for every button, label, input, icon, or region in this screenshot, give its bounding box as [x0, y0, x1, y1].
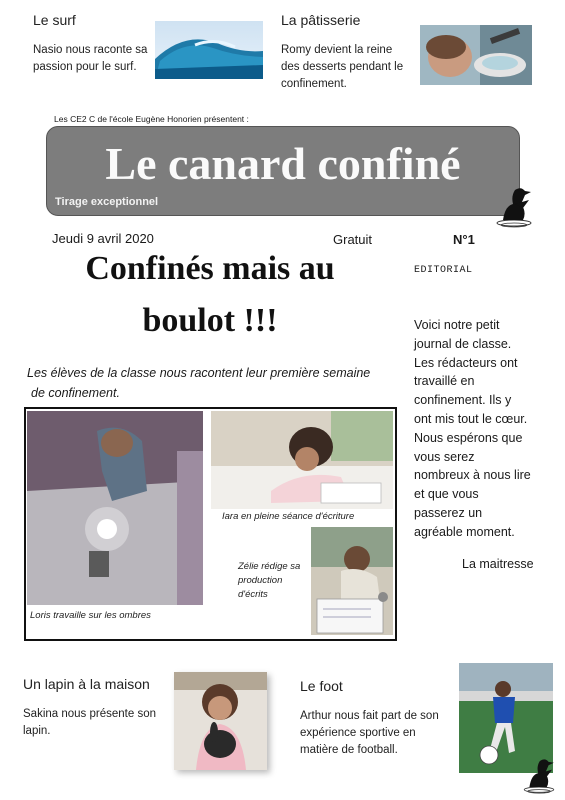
foot-text: Arthur nous fait part de son expérience sportive en matière de football. [300, 710, 439, 756]
lapin-photo [174, 672, 267, 770]
patisserie-text: Romy devient la reine des desserts pendant le confinement. [281, 44, 404, 90]
iara-caption: Iara en pleine séance d'écriture [222, 511, 355, 522]
issue-price: Gratuit [333, 232, 373, 247]
headline-line1: Confinés mais au [85, 250, 335, 287]
issue-date: Jeudi 9 avril 2020 [52, 231, 154, 246]
lead-line2: de confinement. [31, 386, 120, 400]
zelie-caption: Zélie rédige sa production d'écrits [238, 561, 301, 600]
headline-line2: boulot !!! [142, 302, 278, 339]
loris-photo [27, 411, 203, 605]
issue-number: N°1 [453, 232, 475, 247]
surf-text: Nasio nous raconte sa passion pour le surf. [33, 44, 148, 73]
lapin-title: Un lapin à la maison [23, 676, 150, 692]
masthead-banner [46, 126, 520, 216]
duck-logo-icon [493, 182, 535, 228]
patisserie-title: La pâtisserie [281, 12, 361, 28]
lead-line1: Les élèves de la classe nous racontent leur première semaine [27, 366, 371, 380]
surf-photo [155, 21, 263, 79]
lapin-text: Sakina nous présente son lapin. [23, 708, 156, 737]
foot-title: Le foot [300, 678, 343, 694]
duck-logo-icon [520, 754, 558, 794]
editorial-text: Voici notre petit journal de classe. Les rédacteurs ont travaillé en confinement. Ils y ont mis tout le cœur. Nous espérons que vous serez nombreux à nous lire et que vous passerez un agréable moment. [414, 318, 531, 539]
editorial-label: EDITORIAL [414, 265, 473, 276]
editorial-signature: La maitresse [462, 557, 534, 571]
iara-photo [211, 411, 393, 509]
zelie-photo [311, 527, 393, 635]
newspaper-title: Le canard confiné [105, 138, 461, 189]
loris-caption: Loris travaille sur les ombres [30, 610, 151, 621]
patisserie-photo [420, 25, 532, 85]
intro-text: Les CE2 C de l'école Eugène Honorien présentent : [54, 114, 249, 124]
surf-title: Le surf [33, 12, 76, 28]
masthead-subtitle: Tirage exceptionnel [55, 196, 159, 208]
